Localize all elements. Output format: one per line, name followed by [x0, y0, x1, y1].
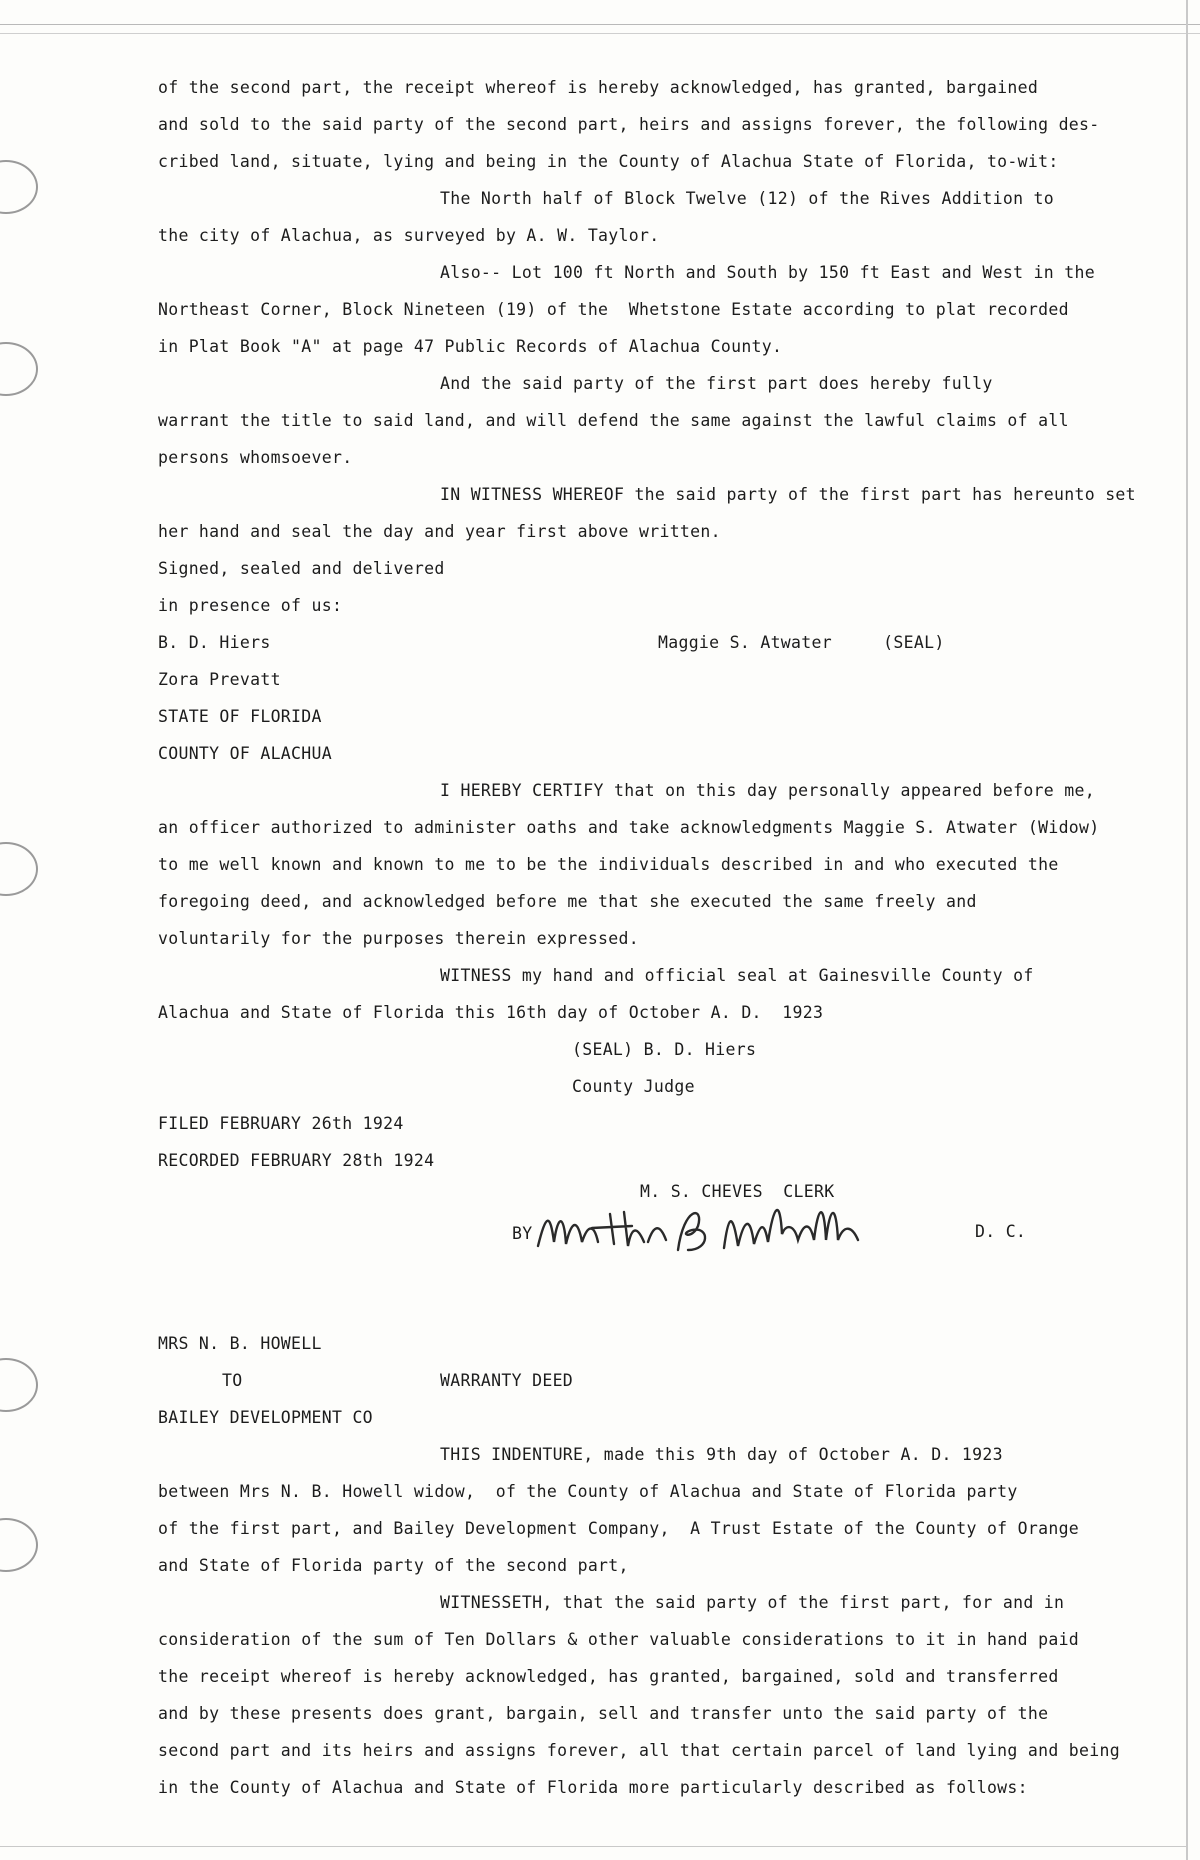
text-line: and State of Florida party of the second part, [158, 1556, 629, 1575]
punch-hole [0, 1358, 38, 1412]
text-line: And the said party of the first part does hereby fully [440, 374, 993, 393]
text-line: warrant the title to said land, and will defend the same against the lawful claims of all [158, 411, 1069, 430]
text-line: RECORDED FEBRUARY 28th 1924 [158, 1151, 435, 1170]
text-line: M. S. CHEVES CLERK [640, 1182, 835, 1201]
top-border-rule [0, 24, 1200, 34]
text-line: voluntarily for the purposes therein expressed. [158, 929, 639, 948]
text-line: BAILEY DEVELOPMENT CO [158, 1408, 373, 1427]
text-line: the city of Alachua, as surveyed by A. W. Taylor. [158, 226, 660, 245]
text-line: County Judge [572, 1077, 695, 1096]
text-line: foregoing deed, and acknowledged before me that she executed the same freely and [158, 892, 977, 911]
text-line: D. C. [975, 1222, 1027, 1241]
text-line: Alachua and State of Florida this 16th day of October A. D. 1923 [158, 1003, 824, 1022]
text-line: THIS INDENTURE, made this 9th day of October A. D. 1923 [440, 1445, 1003, 1464]
text-line: between Mrs N. B. Howell widow, of the County of Alachua and State of Florida party [158, 1482, 1018, 1501]
punch-hole [0, 160, 38, 214]
text-line: an officer authorized to administer oaths and take acknowledgments Maggie S. Atwater (Widow) [158, 818, 1100, 837]
text-line: The North half of Block Twelve (12) of the Rives Addition to [440, 189, 1055, 208]
text-line: Northeast Corner, Block Nineteen (19) of the Whetstone Estate according to plat recorded [158, 300, 1069, 319]
text-line: cribed land, situate, lying and being in the County of Alachua State of Florida, to-wit: [158, 152, 1059, 171]
text-line: Zora Prevatt [158, 670, 281, 689]
text-line: persons whomsoever. [158, 448, 353, 467]
text-line: I HEREBY CERTIFY that on this day personally appeared before me, [440, 781, 1095, 800]
text-line: BY [512, 1224, 533, 1243]
text-line: consideration of the sum of Ten Dollars & other valuable considerations to it in hand paid [158, 1630, 1080, 1649]
text-line: to me well known and known to me to be the individuals described in and who executed the [158, 855, 1059, 874]
text-line: B. D. Hiers [158, 633, 271, 652]
text-line: COUNTY OF ALACHUA [158, 744, 332, 763]
text-line: Maggie S. Atwater (SEAL) [658, 633, 945, 652]
text-line: (SEAL) B. D. Hiers [572, 1040, 757, 1059]
bottom-border-rule [0, 1846, 1188, 1847]
text-line: MRS N. B. HOWELL [158, 1334, 322, 1353]
text-line: in presence of us: [158, 596, 343, 615]
page-right-edge [1186, 0, 1188, 1860]
punch-hole [0, 1518, 38, 1572]
text-line: of the second part, the receipt whereof is hereby acknowledged, has granted, bargained [158, 78, 1039, 97]
text-line: of the first part, and Bailey Development Company, A Trust Estate of the County of Orange [158, 1519, 1080, 1538]
punch-hole [0, 342, 38, 396]
text-line: and sold to the said party of the second part, heirs and assigns forever, the following des- [158, 115, 1100, 134]
text-line: and by these presents does grant, bargain, sell and transfer unto the said party of the [158, 1704, 1049, 1723]
text-line: TO [222, 1371, 243, 1390]
text-line: IN WITNESS WHEREOF the said party of the first part has hereunto set [440, 485, 1136, 504]
text-line: FILED FEBRUARY 26th 1924 [158, 1114, 404, 1133]
text-line: WITNESS my hand and official seal at Gainesville County of [440, 966, 1034, 985]
text-line: STATE OF FLORIDA [158, 707, 322, 726]
text-line: second part and its heirs and assigns forever, all that certain parcel of land lying and being [158, 1741, 1120, 1760]
text-line: WITNESSETH, that the said party of the first part, for and in [440, 1593, 1065, 1612]
text-line: in Plat Book "A" at page 47 Public Records of Alachua County. [158, 337, 783, 356]
text-line: the receipt whereof is hereby acknowledged, has granted, bargained, sold and transferred [158, 1667, 1059, 1686]
punch-hole [0, 842, 38, 896]
text-line: her hand and seal the day and year first above written. [158, 522, 721, 541]
text-line: Also-- Lot 100 ft North and South by 150 ft East and West in the [440, 263, 1095, 282]
text-line: in the County of Alachua and State of Florida more particularly described as follows: [158, 1778, 1028, 1797]
handwritten-signature [528, 1184, 888, 1264]
text-line: WARRANTY DEED [440, 1371, 574, 1390]
text-line: Signed, sealed and delivered [158, 559, 445, 578]
signature-scribble [528, 1184, 888, 1264]
